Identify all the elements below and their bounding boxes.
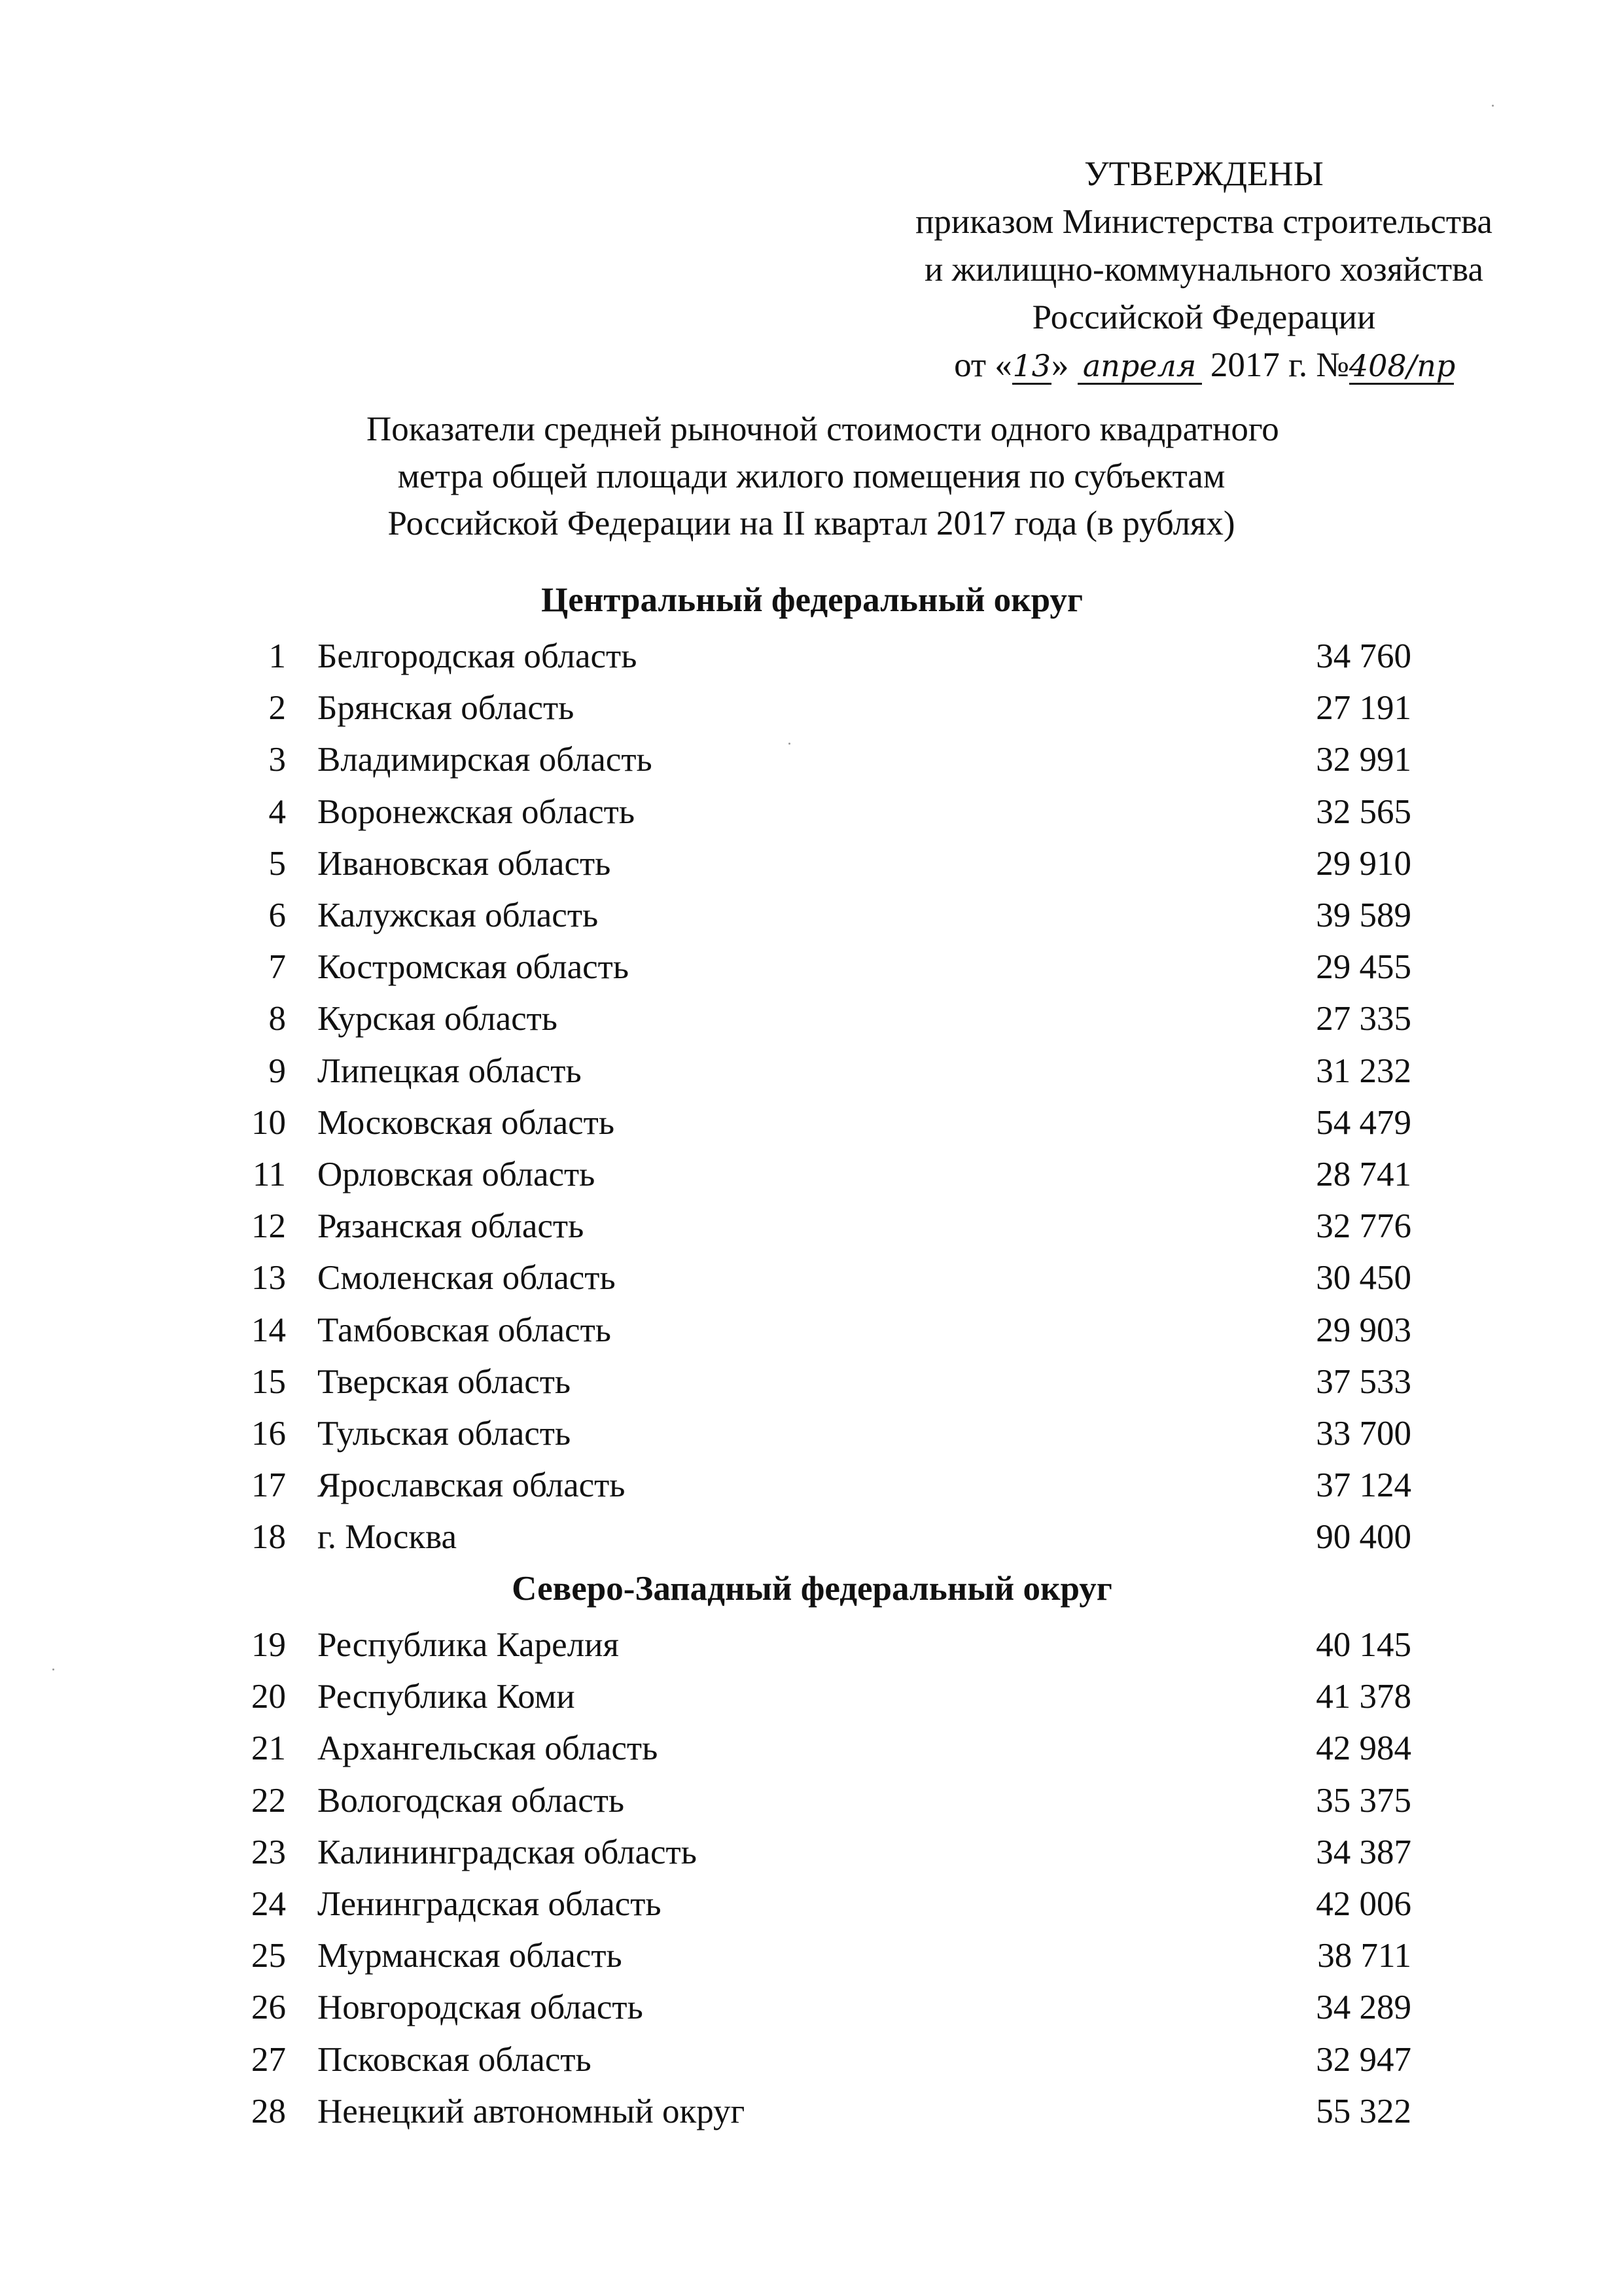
table-row [0, 1200, 1624, 1252]
table-row [0, 1045, 1624, 1097]
table-row [0, 630, 1624, 682]
approval-line-2: и жилищно-коммунального хозяйства [924, 251, 1484, 289]
price-value: 32 776 [1316, 1207, 1411, 1245]
date-day-handwritten: 13 [1012, 348, 1051, 383]
row-number: 13 [251, 1259, 286, 1297]
price-value: 42 984 [1316, 1729, 1411, 1767]
date-year: 2017 г. № [1201, 346, 1349, 384]
approval-line-1: приказом Министерства строительства [915, 203, 1492, 241]
approval-block [844, 150, 1564, 389]
region-name: Тамбовская область [317, 1311, 611, 1349]
row-number: 4 [268, 793, 286, 831]
price-value: 29 910 [1316, 845, 1411, 883]
row-number: 10 [251, 1104, 286, 1142]
table-row [0, 1252, 1624, 1304]
date-mid: » [1051, 346, 1078, 384]
section-heading: Центральный федеральный округ [541, 581, 1083, 619]
table-row [0, 1722, 1624, 1775]
price-value: 90 400 [1316, 1518, 1411, 1556]
region-name: Рязанская область [317, 1207, 584, 1245]
row-number: 28 [251, 2093, 286, 2130]
row-number: 1 [268, 637, 286, 675]
region-name: Архангельская область [317, 1729, 658, 1767]
region-name: Орловская область [317, 1156, 595, 1193]
table-row [0, 1148, 1624, 1201]
document-title-line-2: метра общей площади жилого помещения по субъектам [397, 457, 1226, 495]
table-row [0, 1930, 1624, 1982]
row-number: 15 [251, 1363, 286, 1401]
region-name: Псковская область [317, 2041, 591, 2079]
price-value: 41 378 [1316, 1678, 1411, 1716]
table-row [0, 1826, 1624, 1879]
price-value: 34 760 [1316, 637, 1411, 675]
document-title-line-3: Российской Федерации на II квартал 2017 года (в рублях) [387, 504, 1235, 542]
row-number: 14 [251, 1311, 286, 1349]
table-row [0, 1670, 1624, 1723]
approval-line-3: Российской Федерации [1032, 298, 1376, 336]
row-number: 17 [251, 1466, 286, 1504]
scan-speck [52, 1669, 54, 1670]
region-name: Курская область [317, 1000, 557, 1038]
row-number: 5 [268, 845, 286, 883]
section-heading: Северо-Западный федеральный округ [512, 1570, 1112, 1608]
row-number: 26 [251, 1988, 286, 2026]
region-name: Республика Коми [317, 1678, 575, 1716]
table-row [0, 786, 1624, 838]
order-number-handwritten: 408/пр [1349, 348, 1456, 383]
price-value: 31 232 [1316, 1052, 1411, 1090]
table-row [0, 1356, 1624, 1408]
approval-title: УТВЕРЖДЕНЫ [1084, 155, 1324, 193]
table-row [0, 1878, 1624, 1930]
region-name: Калужская область [317, 896, 599, 934]
price-value: 32 991 [1316, 741, 1411, 779]
row-number: 24 [251, 1885, 286, 1923]
region-name: Брянская область [317, 689, 574, 727]
scan-speck [788, 743, 790, 745]
price-value: 40 145 [1316, 1626, 1411, 1664]
document-title-line-1: Показатели средней рыночной стоимости одного квадратного [366, 410, 1279, 448]
scan-speck [1492, 105, 1494, 107]
region-name: Смоленская область [317, 1259, 616, 1297]
price-value: 32 565 [1316, 793, 1411, 831]
date-month-handwritten: апреля [1078, 349, 1202, 385]
table-row [0, 838, 1624, 890]
table-row [0, 733, 1624, 786]
price-value: 55 322 [1316, 2093, 1411, 2130]
document-title [366, 406, 1279, 547]
table-row [0, 2085, 1624, 2138]
row-number: 27 [251, 2041, 286, 2079]
table-row [0, 889, 1624, 942]
table-row [0, 1459, 1624, 1511]
price-value: 34 289 [1316, 1988, 1411, 2026]
price-value: 42 006 [1316, 1885, 1411, 1923]
row-number: 19 [251, 1626, 286, 1664]
row-number: 16 [251, 1415, 286, 1453]
table-row [0, 1407, 1624, 1460]
region-name: Республика Карелия [317, 1626, 619, 1664]
price-value: 35 375 [1316, 1782, 1411, 1820]
table-row [0, 1775, 1624, 1827]
region-name: г. Москва [317, 1518, 457, 1556]
price-value: 34 387 [1316, 1833, 1411, 1871]
price-value: 28 741 [1316, 1156, 1411, 1193]
row-number: 8 [268, 1000, 286, 1038]
price-value: 33 700 [1316, 1415, 1411, 1453]
row-number: 20 [251, 1678, 286, 1716]
price-value: 27 335 [1316, 1000, 1411, 1038]
row-number: 12 [251, 1207, 286, 1245]
row-number: 25 [251, 1937, 286, 1975]
price-value: 54 479 [1316, 1104, 1411, 1142]
table-row [0, 1304, 1624, 1356]
region-name: Ненецкий автономный округ [317, 2093, 745, 2130]
table-row [0, 682, 1624, 734]
date-prefix: от « [954, 346, 1012, 384]
price-value: 32 947 [1316, 2041, 1411, 2079]
price-value: 37 533 [1316, 1363, 1411, 1401]
region-name: Московская область [317, 1104, 615, 1142]
region-name: Липецкая область [317, 1052, 582, 1090]
table-row [0, 1511, 1624, 1563]
row-number: 23 [251, 1833, 286, 1871]
region-name: Воронежская область [317, 793, 635, 831]
region-name: Вологодская область [317, 1782, 625, 1820]
region-name: Мурманская область [317, 1937, 622, 1975]
price-value: 30 450 [1316, 1259, 1411, 1297]
approval-date-line [844, 342, 1564, 389]
row-number: 6 [268, 896, 286, 934]
price-value: 29 455 [1316, 948, 1411, 986]
region-name: Ивановская область [317, 845, 611, 883]
table-row [0, 993, 1624, 1045]
region-name: Калининградская область [317, 1833, 697, 1871]
row-number: 21 [251, 1729, 286, 1767]
region-name: Тверская область [317, 1363, 571, 1401]
row-number: 9 [268, 1052, 286, 1090]
region-name: Белгородская область [317, 637, 637, 675]
row-number: 2 [268, 689, 286, 727]
region-name: Ярославская область [317, 1466, 626, 1504]
table-row [0, 2034, 1624, 2086]
table-row [0, 1097, 1624, 1149]
region-name: Костромская область [317, 948, 629, 986]
region-name: Тульская область [317, 1415, 571, 1453]
table-row [0, 1619, 1624, 1671]
price-value: 27 191 [1316, 689, 1411, 727]
table-row [0, 941, 1624, 993]
region-name: Новгородская область [317, 1988, 643, 2026]
region-name: Владимирская область [317, 741, 652, 779]
price-value: 39 589 [1316, 896, 1411, 934]
price-value: 37 124 [1316, 1466, 1411, 1504]
row-number: 11 [252, 1156, 286, 1193]
table-row [0, 1981, 1624, 2034]
region-name: Ленинградская область [317, 1885, 662, 1923]
price-value: 29 903 [1316, 1311, 1411, 1349]
row-number: 7 [268, 948, 286, 986]
price-value: 38 711 [1317, 1937, 1411, 1975]
row-number: 18 [251, 1518, 286, 1556]
row-number: 22 [251, 1782, 286, 1820]
row-number: 3 [268, 741, 286, 779]
